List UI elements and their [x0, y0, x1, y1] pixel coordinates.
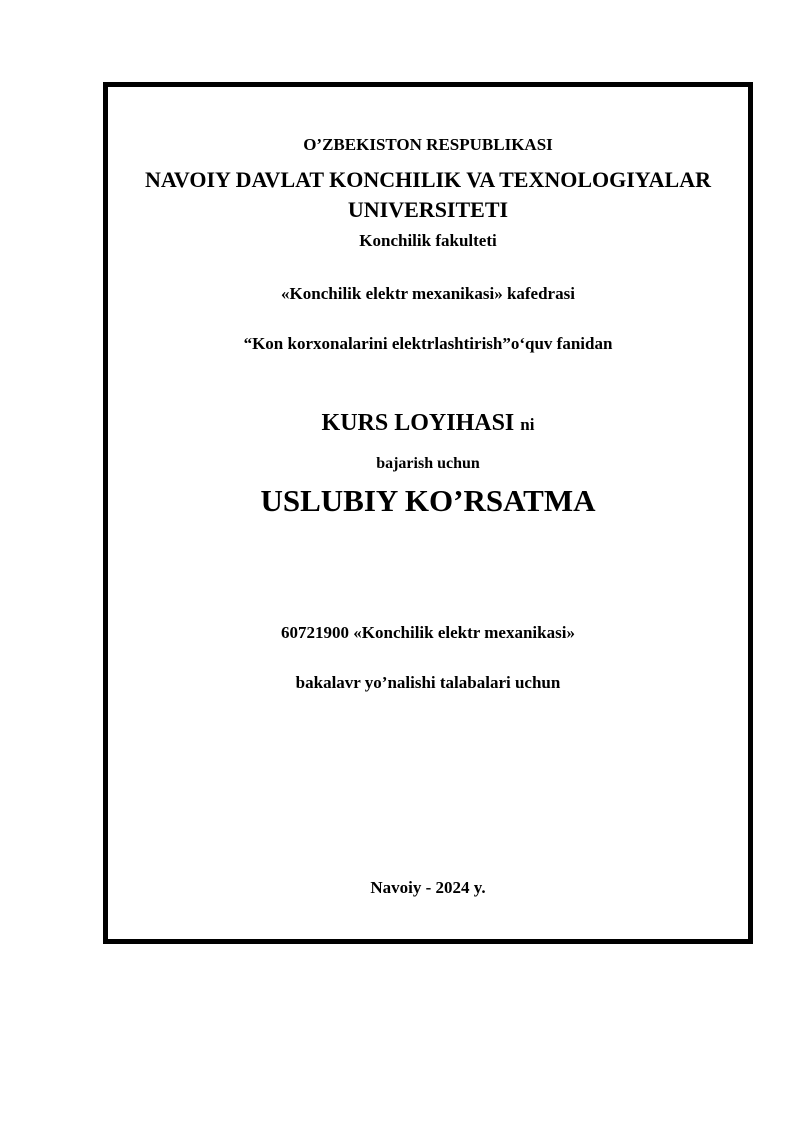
work-title-suffix: ni	[520, 415, 535, 434]
faculty-name: Konchilik fakulteti	[359, 231, 497, 250]
cover-page-frame	[103, 82, 753, 944]
document-type-title: USLUBIY KO’RSATMA	[260, 483, 596, 518]
work-title	[108, 410, 748, 437]
republic-heading: O’ZBEKISTON RESPUBLIKASI	[303, 135, 553, 154]
work-title-main: KURS LOYIHASI	[321, 410, 515, 436]
purpose-text: bajarish uchun	[376, 455, 480, 472]
city-year: Navoiy - 2024 y.	[370, 878, 486, 897]
subject-name: “Kon korxonalarini elektrlashtirish”o‘quv fanidan	[243, 334, 613, 353]
program-code: 60721900 «Konchilik elektr mexanikasi»	[281, 623, 575, 642]
department-name: «Konchilik elektr mexanikasi» kafedrasi	[281, 284, 575, 303]
audience-text: bakalavr yo’nalishi talabalari uchun	[295, 673, 561, 692]
university-name: NAVOIY DAVLAT KONCHILIK VA TEXNOLOGIYALAR UNIVERSITETI	[144, 167, 712, 222]
